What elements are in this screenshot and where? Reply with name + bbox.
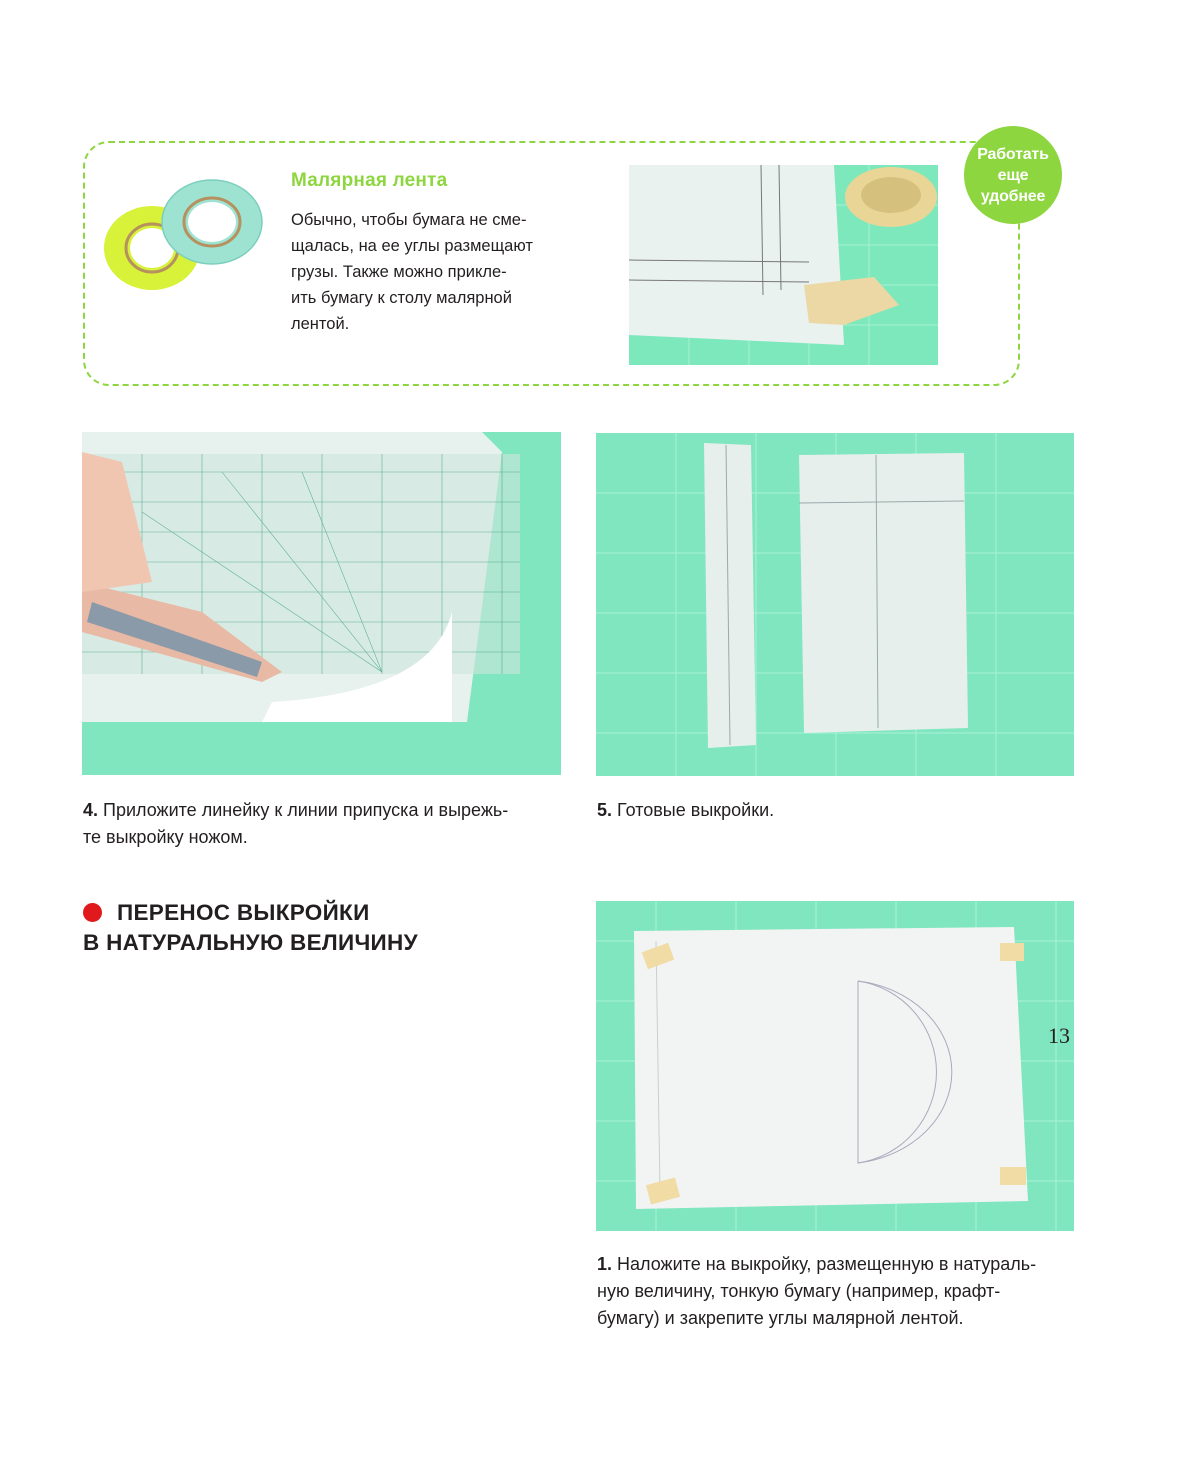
step1-caption (597, 1251, 1077, 1332)
step4-caption (83, 797, 563, 851)
caption-line: Наложите на выкройку, размещенную в натураль- (617, 1254, 1037, 1274)
bullet-dot-icon (83, 903, 102, 922)
step5-number: 5. (597, 800, 613, 820)
caption-line: ную величину, тонкую бумагу (например, крафт- (597, 1281, 1001, 1301)
tape-rolls-image (100, 170, 270, 295)
caption-line: Готовые выкройки. (617, 800, 775, 820)
step5-caption (597, 797, 1077, 824)
page-number: 13 (1048, 1023, 1070, 1048)
tip-text (291, 207, 581, 337)
badge-line: удобнее (980, 187, 1046, 205)
tip-line: Обычно, чтобы бумага не сме- (291, 211, 527, 229)
tip-line: лентой. (291, 315, 350, 333)
step4-photo (82, 432, 561, 775)
caption-line: те выкройку ножом. (83, 827, 248, 847)
caption-line: бумагу) и закрепите углы малярной лентой. (597, 1308, 964, 1328)
tip-line: ить бумагу к столу малярной (291, 289, 512, 307)
section-title-line: В НАТУРАЛЬНУЮ ВЕЛИЧИНУ (83, 930, 418, 955)
section-title (83, 898, 418, 958)
section-title-line: ПЕРЕНОС ВЫКРОЙКИ (117, 900, 370, 925)
tip-title: Малярная лента (291, 170, 448, 191)
tip-badge (964, 126, 1062, 224)
tip-line: щалась, на ее углы размещают (291, 237, 533, 255)
caption-line: Приложите линейку к линии припуска и вырежь- (103, 800, 509, 820)
step5-photo (596, 433, 1074, 776)
badge-line: Работать (977, 145, 1049, 163)
tape-on-paper-photo (629, 165, 938, 365)
step4-number: 4. (83, 800, 99, 820)
tip-line: грузы. Также можно прикле- (291, 263, 507, 281)
step1-photo (596, 901, 1074, 1231)
step1-number: 1. (597, 1254, 613, 1274)
badge-line: еще (997, 166, 1029, 184)
